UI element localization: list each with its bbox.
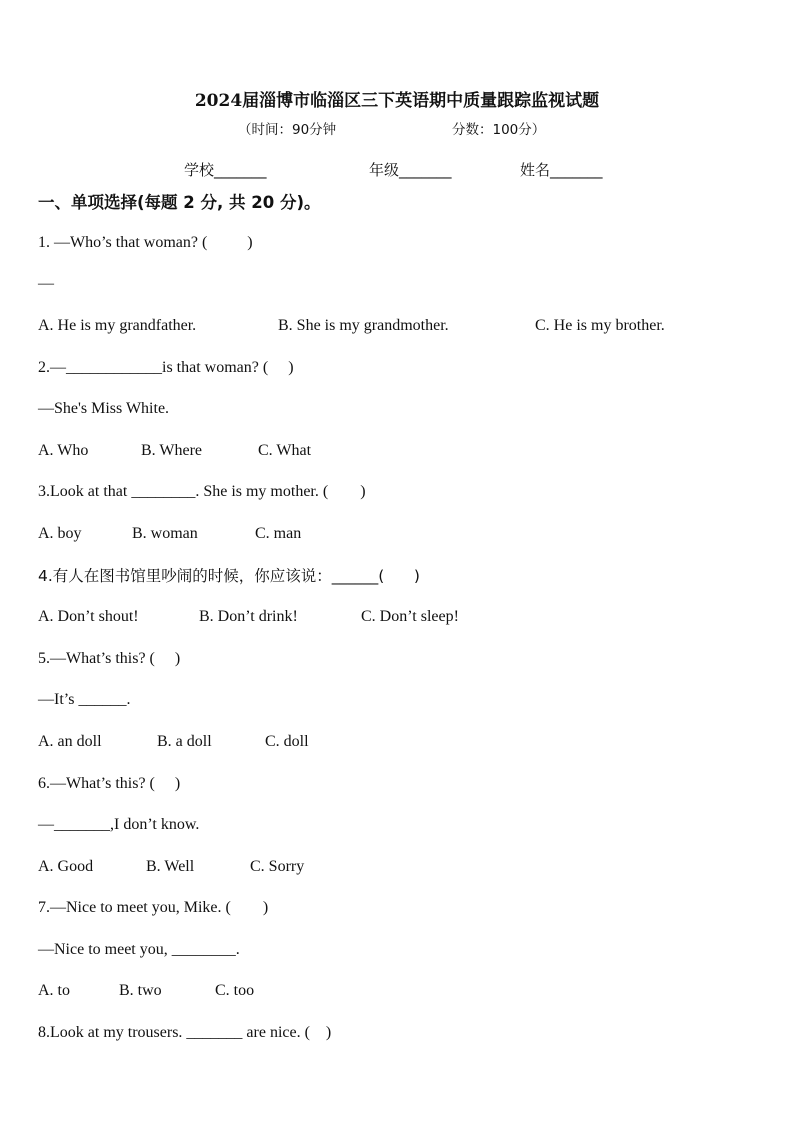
section-heading: 一、单项选择(每题 2 分, 共 20 分)。 — [38, 193, 321, 212]
question-5-option-b: B. a doll — [157, 733, 212, 750]
question-7-option-c: C. too — [215, 982, 255, 999]
question-6-response: —_______,I don’t know. — [38, 816, 200, 833]
question-3-stem: 3.Look at that ________. She is my mother. ( ) — [38, 483, 366, 500]
exam-title: 2024届淄博市临淄区三下英语期中质量跟踪监视试题 — [194, 91, 600, 111]
question-2-option-c: C. What — [258, 442, 312, 459]
question-6-option-a: A. Good — [38, 858, 94, 875]
school-field: 学校_______ — [184, 161, 267, 179]
exam-time: （时间：90分钟 — [238, 122, 337, 138]
exam-score: 分数：100分） — [452, 122, 546, 138]
question-2-stem: 2.—____________is that woman? ( ) — [38, 359, 294, 376]
question-7-option-b: B. two — [119, 982, 162, 999]
question-7-response: —Nice to meet you, ________. — [38, 941, 240, 958]
question-3-option-b: B. woman — [132, 525, 198, 542]
question-1-stem: 1. —Who’s that woman? ( ) — [38, 234, 253, 251]
question-2-option-b: B. Where — [141, 442, 203, 459]
question-2-response: —She's Miss White. — [38, 400, 170, 417]
question-2-option-a: A. Who — [38, 442, 89, 459]
question-3-option-c: C. man — [255, 525, 302, 542]
question-4-stem: 4.有人在图书馆里吵闹的时候，你应该说：______( ) — [38, 567, 420, 585]
question-6-option-c: C. Sorry — [250, 858, 305, 875]
question-1-option-a: A. He is my grandfather. — [38, 317, 197, 334]
grade-field: 年级_______ — [369, 161, 452, 179]
question-6-stem: 6.—What’s this? ( ) — [38, 775, 181, 792]
question-5-option-c: C. doll — [265, 733, 309, 750]
question-5-option-a: A. an doll — [38, 733, 102, 750]
name-field: 姓名_______ — [520, 161, 603, 179]
question-3-option-a: A. boy — [38, 525, 82, 542]
question-5-response: —It’s ______. — [38, 691, 131, 708]
question-7-option-a: A. to — [38, 982, 70, 999]
question-7-stem: 7.—Nice to meet you, Mike. ( ) — [38, 899, 269, 916]
question-4-option-b: B. Don’t drink! — [199, 608, 298, 625]
question-4-option-c: C. Don’t sleep! — [361, 608, 459, 625]
question-1-response: — — [38, 275, 54, 292]
question-1-option-c: C. He is my brother. — [535, 317, 665, 334]
question-4-option-a: A. Don’t shout! — [38, 608, 139, 625]
question-8-stem: 8.Look at my trousers. _______ are nice. ( ) — [38, 1024, 332, 1041]
question-5-stem: 5.—What’s this? ( ) — [38, 650, 181, 667]
question-6-option-b: B. Well — [146, 858, 195, 875]
question-1-option-b: B. She is my grandmother. — [278, 317, 449, 334]
